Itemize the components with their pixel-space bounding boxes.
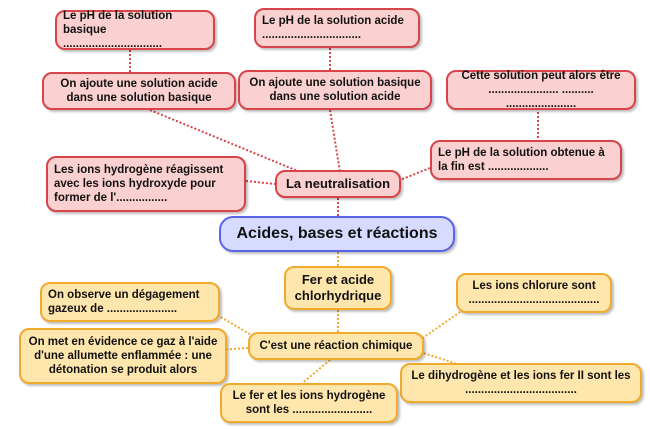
basique-dans-acide-node: On ajoute une solution basique dans une solution acide: [238, 70, 432, 110]
degagement-node: On observe un dégagement gazeux de ......................: [40, 282, 220, 322]
ph-fin-node: Le pH de la solution obtenue à la fin est ...................: [430, 140, 622, 180]
reaction-chimique-node: C'est une réaction chimique: [248, 332, 424, 360]
solution-peut-etre-node: Cette solution peut alors être ...................... .......... ......................: [446, 70, 636, 110]
ph-acide-node: Le pH de la solution acide ...............................: [254, 8, 420, 48]
dihydrogene-node: Le dihydrogène et les ions fer II sont les ...................................: [400, 363, 642, 403]
allumette-node: On met en évidence ce gaz à l'aide d'une allumette enflammée : une détonation se produit alors: [19, 328, 227, 384]
neutralisation-hub: La neutralisation: [275, 170, 401, 198]
chlorure-node: Les ions chlorure sont .........................................: [456, 273, 612, 313]
central-topic: Acides, bases et réactions: [219, 216, 455, 252]
ph-basique-node: Le pH de la solution basique ...............................: [55, 10, 215, 50]
fer-acide-hub: Fer et acide chlorhydrique: [284, 266, 392, 310]
fer-ions-node: Le fer et les ions hydrogène sont les .........................: [220, 383, 398, 423]
ions-hydrogene-node: Les ions hydrogène réagissent avec les ions hydroxyde pour former de l'................: [46, 156, 246, 212]
acide-dans-basique-node: On ajoute une solution acide dans une solution basique: [42, 72, 236, 110]
